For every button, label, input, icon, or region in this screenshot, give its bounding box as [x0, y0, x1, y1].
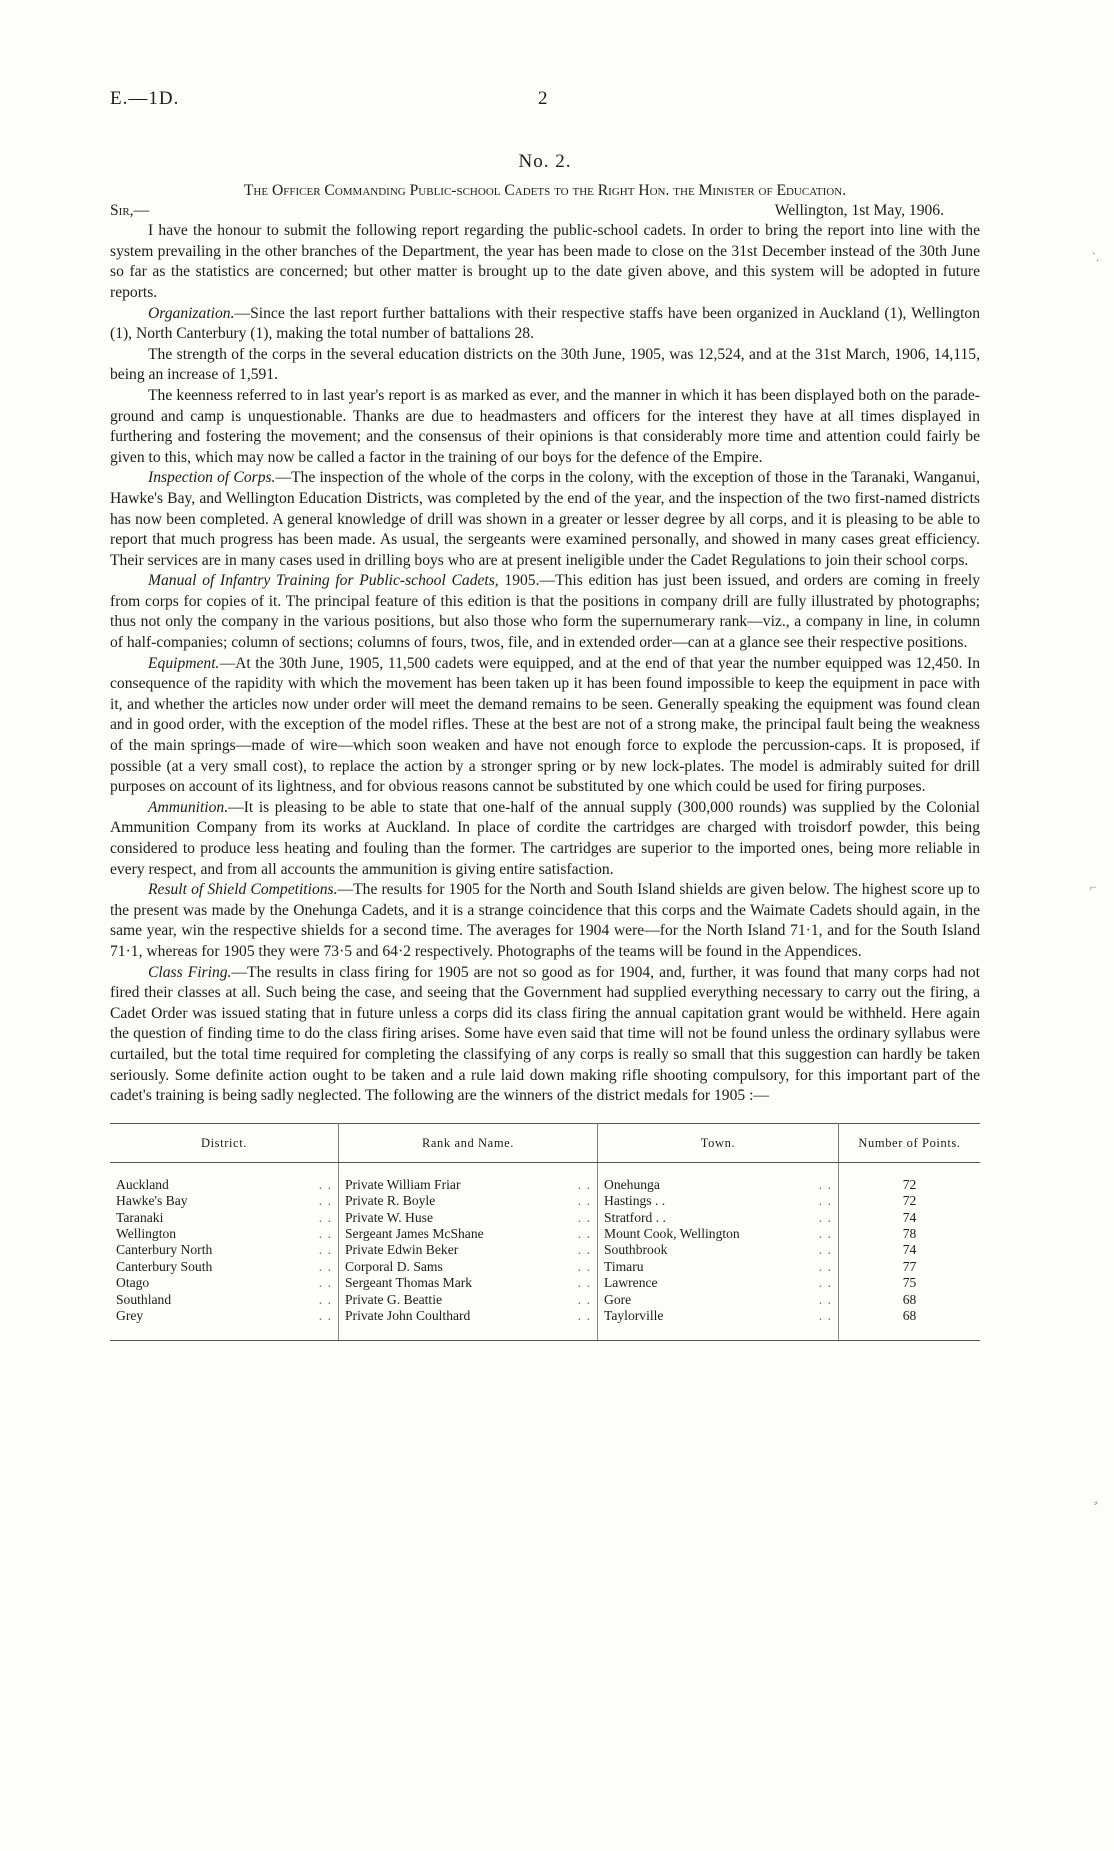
- column-header-points: Number of Points.: [839, 1123, 981, 1162]
- leader-dots: . .: [577, 1258, 591, 1274]
- cell-points: 68: [902, 1291, 917, 1307]
- cell-district-text: Southland: [116, 1291, 172, 1307]
- margin-mark: ⸗: [1094, 1495, 1098, 1509]
- column-header-district: District.: [110, 1123, 339, 1162]
- table-row: [110, 1308, 980, 1340]
- cell-rank-name: [339, 1226, 598, 1242]
- paragraph-text: —The results for 1905 for the North and South Island shields are given below. The highest score up to the present was made by the Onehunga Cadets, and it is a strange coincidence that this corps and the Waimate Cadets should again, in the same year, win the respective shields for a second time. The averages for 1904 were—for the North Island 71·1, and for the South Island 71·1, whereas for 1905 they were 73·5 and 64·2 respectively. Photographs of the teams will be found in the Appendices.: [110, 881, 980, 960]
- report-paragraph: [110, 304, 980, 345]
- cell-town: [598, 1308, 839, 1340]
- table-row: [110, 1226, 980, 1242]
- leader-dots: . .: [818, 1275, 832, 1291]
- report-paragraph: [110, 386, 980, 468]
- cell-rank-name-text: Private G. Beattie: [345, 1291, 443, 1307]
- cell-town-text: Hastings . .: [604, 1193, 666, 1209]
- report-paragraph: [110, 468, 980, 571]
- page-number: 2: [538, 88, 548, 109]
- leader-dots: . .: [318, 1193, 332, 1209]
- cell-points: 68: [902, 1307, 917, 1323]
- cell-rank-name: [339, 1162, 598, 1193]
- cell-district-text: Grey: [116, 1307, 144, 1323]
- margin-mark: ⌐: [1090, 880, 1097, 894]
- paragraph-heading: Manual of Infantry Training for Public-school Cadets,: [148, 572, 499, 590]
- table-header-row: [110, 1123, 980, 1162]
- page-header: [110, 88, 990, 112]
- leader-dots: . .: [318, 1291, 332, 1307]
- cell-district-text: Taranaki: [116, 1209, 164, 1225]
- cell-rank-name: [339, 1259, 598, 1275]
- cell-rank-name: [339, 1308, 598, 1340]
- district-medals-table: [110, 1123, 980, 1341]
- leader-dots: . .: [318, 1209, 332, 1225]
- paragraph-heading: Ammunition.: [148, 798, 229, 816]
- cell-rank-name: [339, 1193, 598, 1209]
- table-row: [110, 1275, 980, 1291]
- table-bottom-rule: [110, 1340, 980, 1341]
- cell-district: [110, 1162, 339, 1193]
- column-header-rank-name: Rank and Name.: [339, 1123, 598, 1162]
- cell-town: [598, 1210, 839, 1226]
- cell-district-text: Wellington: [116, 1225, 177, 1241]
- report-paragraph: [110, 345, 980, 386]
- leader-dots: . .: [318, 1307, 332, 1323]
- cell-points: 74: [902, 1209, 917, 1225]
- cell-rank-name-text: Private William Friar: [345, 1176, 461, 1192]
- leader-dots: . .: [318, 1176, 332, 1192]
- letter-number: No. 2.: [518, 151, 572, 172]
- leader-dots: . .: [577, 1225, 591, 1241]
- cell-rank-name-text: Corporal D. Sams: [345, 1258, 443, 1274]
- leader-dots: . .: [577, 1209, 591, 1225]
- cell-town-text: Onehunga: [604, 1176, 660, 1192]
- paragraph-text: —It is pleasing to be able to state that one-half of the annual supply (300,000 rounds) was supplied by the Colonial Ammunition Company from its works at Auckland. In place of cordite the cartridges are charged with troisdorf powder, this being considered to produce less heating and fouling than the former. The cartridges are superior to the imported ones, being more reliable in every respect, and from all accounts the ammunition is giving entire satisfaction.: [110, 798, 980, 878]
- cell-district-text: Otago: [116, 1275, 150, 1291]
- cell-town-text: Mount Cook, Wellington: [604, 1225, 740, 1241]
- cell-town-text: Gore: [604, 1291, 632, 1307]
- leader-dots: . .: [818, 1291, 832, 1307]
- column-header-town: Town.: [598, 1123, 839, 1162]
- table-row: [110, 1259, 980, 1275]
- cell-district: [110, 1308, 339, 1340]
- table-body: [110, 1162, 980, 1340]
- cell-district-text: Canterbury North: [116, 1242, 213, 1258]
- cell-rank-name: [339, 1242, 598, 1258]
- leader-dots: . .: [577, 1275, 591, 1291]
- salutation-row: [110, 201, 980, 221]
- leader-dots: . .: [818, 1242, 832, 1258]
- leader-dots: . .: [318, 1258, 332, 1274]
- paragraph-text: I have the honour to submit the following report regarding the public-school cadets. In order to bring the report into line with the system prevailing in the other branches of the Department, the year has been made to close on the 31st December instead of the 30th June so far as the statistics are concerned; but other matter is brought up to the date given above, and this system will be adopted in future reports.: [110, 222, 980, 301]
- paragraph-heading: Class Firing.: [148, 963, 232, 981]
- report-paragraph: [110, 963, 980, 1107]
- table-row: [110, 1210, 980, 1226]
- paragraph-text: The keenness referred to in last year's report is as marked as ever, and the manner in which it has been displayed both on the parade-ground and camp is unquestionable. Thanks are due to headmasters and officers for the interest they have at all times displayed in furthering and fostering the movement; and the consensus of their opinions is that considerably more time and attention could fairly be given to this, which may now be called a factor in the training of our boys for the defence of the Empire.: [110, 386, 980, 466]
- cell-rank-name-text: Sergeant James McShane: [345, 1225, 484, 1241]
- cell-district: [110, 1292, 339, 1308]
- paragraph-heading: Equipment.: [148, 654, 220, 672]
- paragraph-text: —The inspection of the whole of the corps in the colony, with the exception of those in the Taranaki, Wanganui, Hawke's Bay, and Wellington Education Districts, was completed by the end of the year, and the inspection of the two first-named districts has now been completed. A general knowledge of drill was shown in a greater or lesser degree by all corps, and it is pleasing to be able to report that much progress has been made. As usual, the sergeants were examined personally, and showed in many cases great efficiency. Their services are in many cases used in drilling boys who are at present ineligible under the Cadet Regulations to join their school corps.: [110, 469, 980, 569]
- leader-dots: . .: [318, 1275, 332, 1291]
- cell-district: [110, 1193, 339, 1209]
- paragraph-text: —At the 30th June, 1905, 11,500 cadets were equipped, and at the end of that year the number equipped was 12,450. In consequence of the rapidity with which the movement has been taken up it has been found impossible to keep the equipment in pace with it, and whether the articles now under order will meet the demand remains to be seen. Generally speaking the equipment was found clean and in good order, with the exception of the model rifles. These at the best are not of a strong make, the principal fault being the weakness of the main springs—made of wire—which soon weaken and have not enough force to explode the percussion-caps. It is proposed, if possible (at a very small cost), to replace the action by a stronger spring or by new lock-plates. The model is admirably suited for drill purposes on account of its lightness, and for obvious reasons cannot be substituted by one which could be used for firing purposes.: [110, 654, 980, 796]
- letter-title: The Officer Commanding Public-school Cadets to the Right Hon. the Minister of Education.: [243, 181, 847, 199]
- cell-points: 75: [902, 1275, 917, 1291]
- document-reference: E.—1D.: [110, 88, 180, 109]
- cell-town: [598, 1242, 839, 1258]
- cell-town: [598, 1226, 839, 1242]
- leader-dots: . .: [818, 1225, 832, 1241]
- paragraph-text: —Since the last report further battalions with their respective staffs have been organized in Auckland (1), Wellington (1), North Canterbury (1), making the total number of battalions 28.: [110, 304, 980, 343]
- leader-dots: . .: [818, 1193, 832, 1209]
- cell-points: 78: [902, 1225, 917, 1241]
- cell-rank-name: [339, 1210, 598, 1226]
- cell-district: [110, 1242, 339, 1258]
- paragraph-heading: Result of Shield Competitions.: [148, 881, 338, 899]
- table-row: [110, 1292, 980, 1308]
- cell-town: [598, 1292, 839, 1308]
- cell-district: [110, 1210, 339, 1226]
- report-paragraph: [110, 221, 980, 303]
- leader-dots: . .: [818, 1209, 832, 1225]
- cell-town-text: Lawrence: [604, 1275, 658, 1291]
- cell-rank-name: [339, 1292, 598, 1308]
- report-paragraph: [110, 571, 980, 653]
- leader-dots: . .: [577, 1176, 591, 1192]
- cell-town: [598, 1162, 839, 1193]
- cell-rank-name-text: Private R. Boyle: [345, 1193, 436, 1209]
- paragraph-text: 1905.—This edition has just been issued, and orders are coming in freely from corps for copies of it. The principal feature of this edition is that the positions in company drill are fully illustrated by photographs; thus not only the company in the various positions, but also those who form the supernumerary rank—viz., a company in line, in column of half-companies; column of sections; columns of fours, twos, file, and in extended order—can at a glance see their respective positions.: [110, 572, 980, 652]
- table-row: [110, 1242, 980, 1258]
- document-body: [110, 152, 980, 1341]
- cell-district-text: Canterbury South: [116, 1258, 213, 1274]
- table-row: [110, 1162, 980, 1193]
- leader-dots: . .: [318, 1225, 332, 1241]
- cell-town: [598, 1193, 839, 1209]
- cell-town-text: Taylorville: [604, 1307, 664, 1323]
- cell-district: [110, 1226, 339, 1242]
- table-row: [110, 1193, 980, 1209]
- leader-dots: . .: [318, 1242, 332, 1258]
- leader-dots: . .: [577, 1307, 591, 1323]
- cell-town: [598, 1275, 839, 1291]
- leader-dots: . .: [577, 1193, 591, 1209]
- leader-dots: . .: [818, 1258, 832, 1274]
- cell-district: [110, 1259, 339, 1275]
- cell-points: 77: [902, 1258, 917, 1274]
- salutation: Sir,—: [110, 202, 150, 220]
- leader-dots: . .: [818, 1176, 832, 1192]
- report-paragraphs: [110, 221, 980, 1107]
- cell-rank-name: [339, 1275, 598, 1291]
- cell-town-text: Stratford . .: [604, 1209, 666, 1225]
- report-paragraph: [110, 798, 980, 880]
- paragraph-text: —The results in class firing for 1905 are not so good as for 1904, and, further, it was found that many corps had not fired their classes at all. Such being the case, and seeing that the Government had supplied everything necessary to carry out the firing, a Cadet Order was issued stating that in future unless a corps did its class firing the annual capitation grant would be withheld. Here again the question of finding time to do the class firing arises. Some have even said that time will not be found unless the ordinary syllabus were curtailed, but the total time required for completing the classifying of any corps is really so small that this suggestion can hardly be taken seriously. Some definite action ought to be taken and a rule laid down making rifle shooting compulsory, for this important part of the cadet's training is being sadly neglected. The following are the winners of the district medals for 1905 :—: [110, 963, 980, 1105]
- paragraph-heading: Organization.: [148, 304, 235, 322]
- cell-district-text: Hawke's Bay: [116, 1193, 188, 1209]
- leader-dots: . .: [577, 1291, 591, 1307]
- paragraph-text: The strength of the corps in the several education districts on the 30th June, 1905, was 12,524, and at the 31st March, 1906, 14,115, being an increase of 1,591.: [110, 345, 980, 384]
- cell-district: [110, 1275, 339, 1291]
- cell-points: 72: [902, 1193, 917, 1209]
- cell-points: 74: [902, 1242, 917, 1258]
- cell-rank-name-text: Private Edwin Beker: [345, 1242, 459, 1258]
- margin-mark: `.: [1092, 250, 1099, 264]
- cell-town: [598, 1259, 839, 1275]
- cell-rank-name-text: Private John Coulthard: [345, 1307, 471, 1323]
- cell-town-text: Southbrook: [604, 1242, 668, 1258]
- cell-rank-name-text: Private W. Huse: [345, 1209, 433, 1225]
- cell-town-text: Timaru: [604, 1258, 644, 1274]
- paragraph-heading: Inspection of Corps.: [148, 469, 276, 487]
- cell-rank-name-text: Sergeant Thomas Mark: [345, 1275, 473, 1291]
- dateline: Wellington, 1st May, 1906.: [774, 202, 944, 220]
- cell-points: 72: [902, 1176, 917, 1192]
- report-paragraph: [110, 654, 980, 798]
- leader-dots: . .: [818, 1307, 832, 1323]
- leader-dots: . .: [577, 1242, 591, 1258]
- cell-district-text: Auckland: [116, 1176, 169, 1192]
- report-paragraph: [110, 880, 980, 962]
